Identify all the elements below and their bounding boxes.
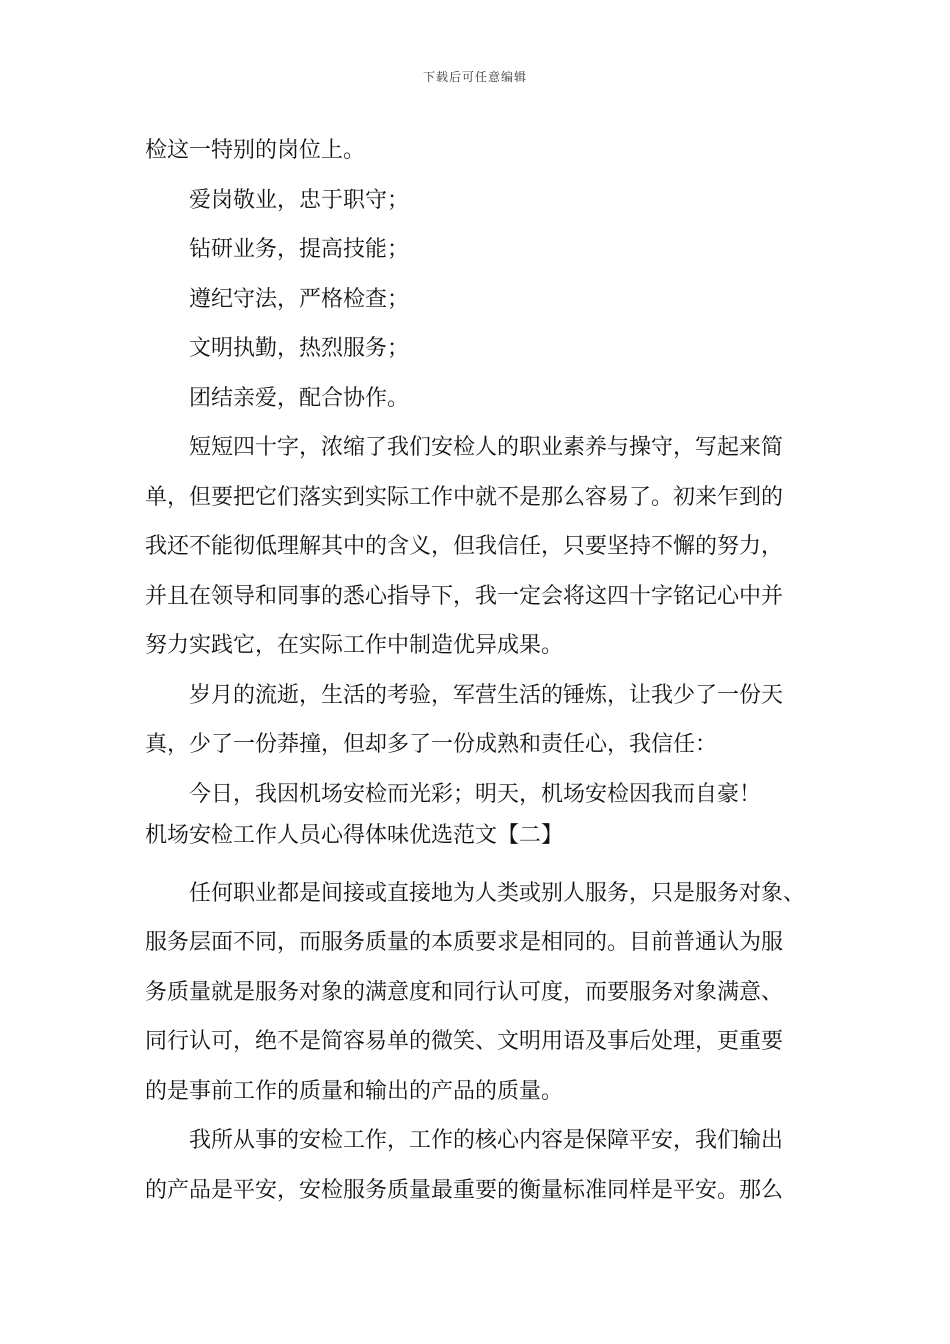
text-line: 今日，我因机场安检而光彩；明天，机场安检因我而自豪！ [189, 781, 762, 807]
text-line: 爱岗敬业，忠于职守； [189, 187, 410, 213]
text-line: 我所从事的安检工作，工作的核心内容是保障平安，我们输出 [189, 1128, 784, 1153]
text-line: 服务层面不同，而服务质量的本质要求是相同的。目前普通认为服 [145, 930, 784, 955]
text-line: 检这一特别的岗位上。 [145, 138, 366, 163]
text-line: 我还不能彻低理解其中的含义，但我信任，只要坚持不懈的努力， [145, 534, 784, 559]
text-line: 的是事前工作的质量和输出的产品的质量。 [145, 1078, 564, 1104]
text-line: 文明执勤，热烈服务； [189, 336, 410, 361]
section-heading: 机场安检工作人员心得体味优选范文【二】 [145, 823, 564, 848]
text-line: 岁月的流逝，生活的考验，军营生活的锤炼，让我少了一份天 [189, 682, 784, 708]
text-line: 遵纪守法，严格检查； [189, 286, 410, 312]
text-line: 任何职业都是间接或直接地为人类或别人服务，只是服务对象、 [189, 880, 806, 906]
page-header-note: 下载后可任意编辑 [422, 70, 527, 84]
text-line: 务质量就是服务对象的满意度和同行认可度，而要服务对象满意、 [145, 979, 784, 1005]
text-line: 单，但要把它们落实到实际工作中就不是那么容易了。初来乍到的 [145, 484, 784, 510]
text-line: 短短四十字，浓缩了我们安检人的职业素养与操守，写起来简 [189, 435, 784, 460]
text-line: 努力实践它，在实际工作中制造优异成果。 [145, 633, 564, 658]
text-line: 的产品是平安，安检服务质量最重要的衡量标准同样是平安。那么 [145, 1177, 784, 1203]
document-body [145, 126, 810, 1215]
text-line: 并且在领导和同事的悉心指导下，我一定会将这四十字铭记心中并 [145, 583, 784, 609]
text-line: 真，少了一份莽撞，但却多了一份成熟和责任心，我信任： [145, 732, 718, 757]
text-line: 钻研业务，提高技能； [189, 237, 410, 262]
text-line: 同行认可，绝不是简容易单的微笑、文明用语及事后处理，更重要 [145, 1029, 784, 1054]
text-line: 团结亲爱，配合协作。 [189, 385, 410, 411]
